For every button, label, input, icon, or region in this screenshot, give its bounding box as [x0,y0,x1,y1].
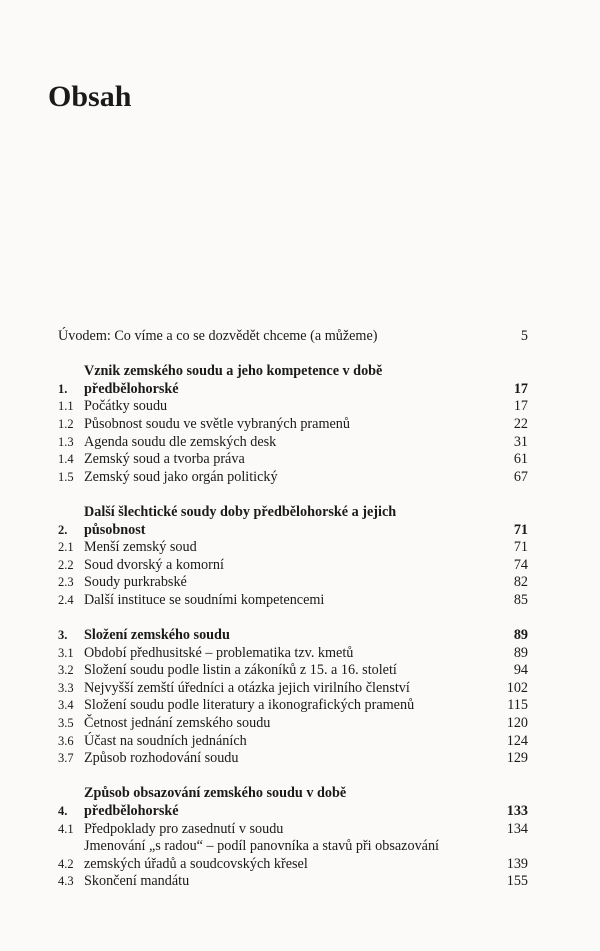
entry-page: 74 [513,556,528,573]
toc-section[interactable] [58,469,528,487]
entry-number: 3.1 [58,645,74,660]
toc-section[interactable] [58,416,528,434]
entry-number: 3.6 [58,733,74,748]
entry-title: Složení zemského soudu [84,627,230,644]
entry-number: 2. [58,522,68,537]
toc-section[interactable] [58,697,528,715]
entry-title: Nejvyšší zemští úředníci a otázka jejich virilního členství [84,679,410,696]
entry-number: 1.4 [58,452,74,467]
entry-page: 124 [506,732,528,749]
entry-page: 133 [506,803,528,820]
entry-title: Zemský soud jako orgán politický [84,468,278,485]
entry-title: Agenda soudu dle zemských desk [84,433,277,450]
toc-section[interactable] [58,574,528,592]
entry-number: 4.1 [58,821,74,836]
entry-number: 2.4 [58,592,74,607]
entry-page: 67 [513,468,528,485]
toc-section[interactable] [58,873,528,891]
entry-title: Menší zemský soud [84,539,197,556]
toc-section[interactable] [58,539,528,557]
entry-number: 3.7 [58,751,74,766]
entry-page: 71 [513,521,528,538]
entry-page: 94 [513,662,528,679]
entry-number: 3.5 [58,716,74,731]
entry-number: 1.5 [58,469,74,484]
entry-title: Složení soudu podle listin a zákoníků z 15. a 16. století [84,662,397,679]
entry-title: Četnost jednání zemského soudu [84,715,271,732]
toc-section[interactable] [58,821,528,839]
entry-page: 71 [513,539,528,556]
toc-section[interactable] [58,838,528,873]
toc-section[interactable] [58,680,528,698]
entry-title: Počátky soudu [84,398,168,415]
entry-number: 4.2 [58,856,74,871]
entry-page: 115 [507,697,528,714]
toc-chapter[interactable] [58,363,528,398]
entry-number: 4. [58,804,68,819]
entry-number: 3. [58,628,68,643]
entry-title: Zemský soud a tvorba práva [84,451,245,468]
entry-page: 139 [506,855,528,872]
entry-title: Skončení mandátu [84,873,190,890]
entry-title: Další instituce se soudními kompetencemi [84,591,325,608]
toc-entry-intro[interactable] [58,328,528,346]
entry-page: 82 [513,574,528,591]
entry-page: 31 [513,433,528,450]
spacer [58,486,528,504]
toc-section[interactable] [58,434,528,452]
entry-number: 1. [58,381,68,396]
toc-section[interactable] [58,662,528,680]
entry-page: 17 [513,398,528,415]
spacer [58,610,528,628]
entry-page: 89 [513,627,528,644]
entry-title: Soud dvorský a komorní [84,556,224,573]
entry-page: 89 [513,644,528,661]
entry-number: 1.3 [58,434,74,449]
table-of-contents [58,328,528,891]
entry-title: Působnost soudu ve světle vybraných pramenů [84,415,350,432]
entry-page: 129 [506,750,528,767]
toc-section[interactable] [58,715,528,733]
entry-number: 3.2 [58,663,74,678]
toc-section[interactable] [58,733,528,751]
toc-chapter[interactable] [58,785,528,820]
entry-number: 3.3 [58,680,74,695]
toc-section[interactable] [58,451,528,469]
entry-number: 3.4 [58,698,74,713]
spacer [58,768,528,786]
spacer [58,346,528,364]
entry-title: Vznik zemského soudu a jeho kompetence v době předbělohorské [84,363,383,397]
entry-page: 134 [506,820,528,837]
entry-number: 2.3 [58,575,74,590]
toc-chapter[interactable] [58,627,528,645]
toc-section[interactable] [58,398,528,416]
entry-number: 2.1 [58,540,74,555]
entry-title: Úvodem: Co víme a co se dozvědět chceme (a můžeme) [58,328,378,344]
entry-page: 102 [506,679,528,696]
entry-title: Složení soudu podle literatury a ikonografických pramenů [84,697,415,714]
entry-page: 61 [513,451,528,468]
entry-page: 22 [513,415,528,432]
entry-title: Způsob obsazování zemského soudu v době předbělohorské [84,785,347,820]
entry-number: 1.1 [58,399,74,414]
entry-page: 85 [513,591,528,608]
entry-number: 4.3 [58,874,74,889]
toc-section[interactable] [58,750,528,768]
entry-title: Jmenování „s radou“ – podíl panovníka a stavů při obsazování zemských úřadů a soudcovských křesel [84,838,439,872]
entry-page: 5 [520,328,528,344]
entry-page: 155 [506,873,528,890]
entry-page: 120 [506,715,528,732]
toc-section[interactable] [58,592,528,610]
entry-title: Soudy purkrabské [84,574,187,591]
entry-title: Další šlechtické soudy doby předbělohorské a jejich působnost [84,503,397,538]
toc-section[interactable] [58,557,528,575]
toc-chapter[interactable] [58,504,528,539]
entry-title: Účast na soudních jednáních [84,732,247,749]
toc-section[interactable] [58,645,528,663]
entry-number: 1.2 [58,416,74,431]
entry-number: 2.2 [58,557,74,572]
entry-title: Předpoklady pro zasednutí v soudu [84,820,284,837]
page-title: Obsah [48,80,132,113]
entry-title: Způsob rozhodování soudu [84,750,239,767]
entry-page: 17 [513,380,528,397]
entry-title: Období předhusitské – problematika tzv. kmetů [84,644,354,661]
